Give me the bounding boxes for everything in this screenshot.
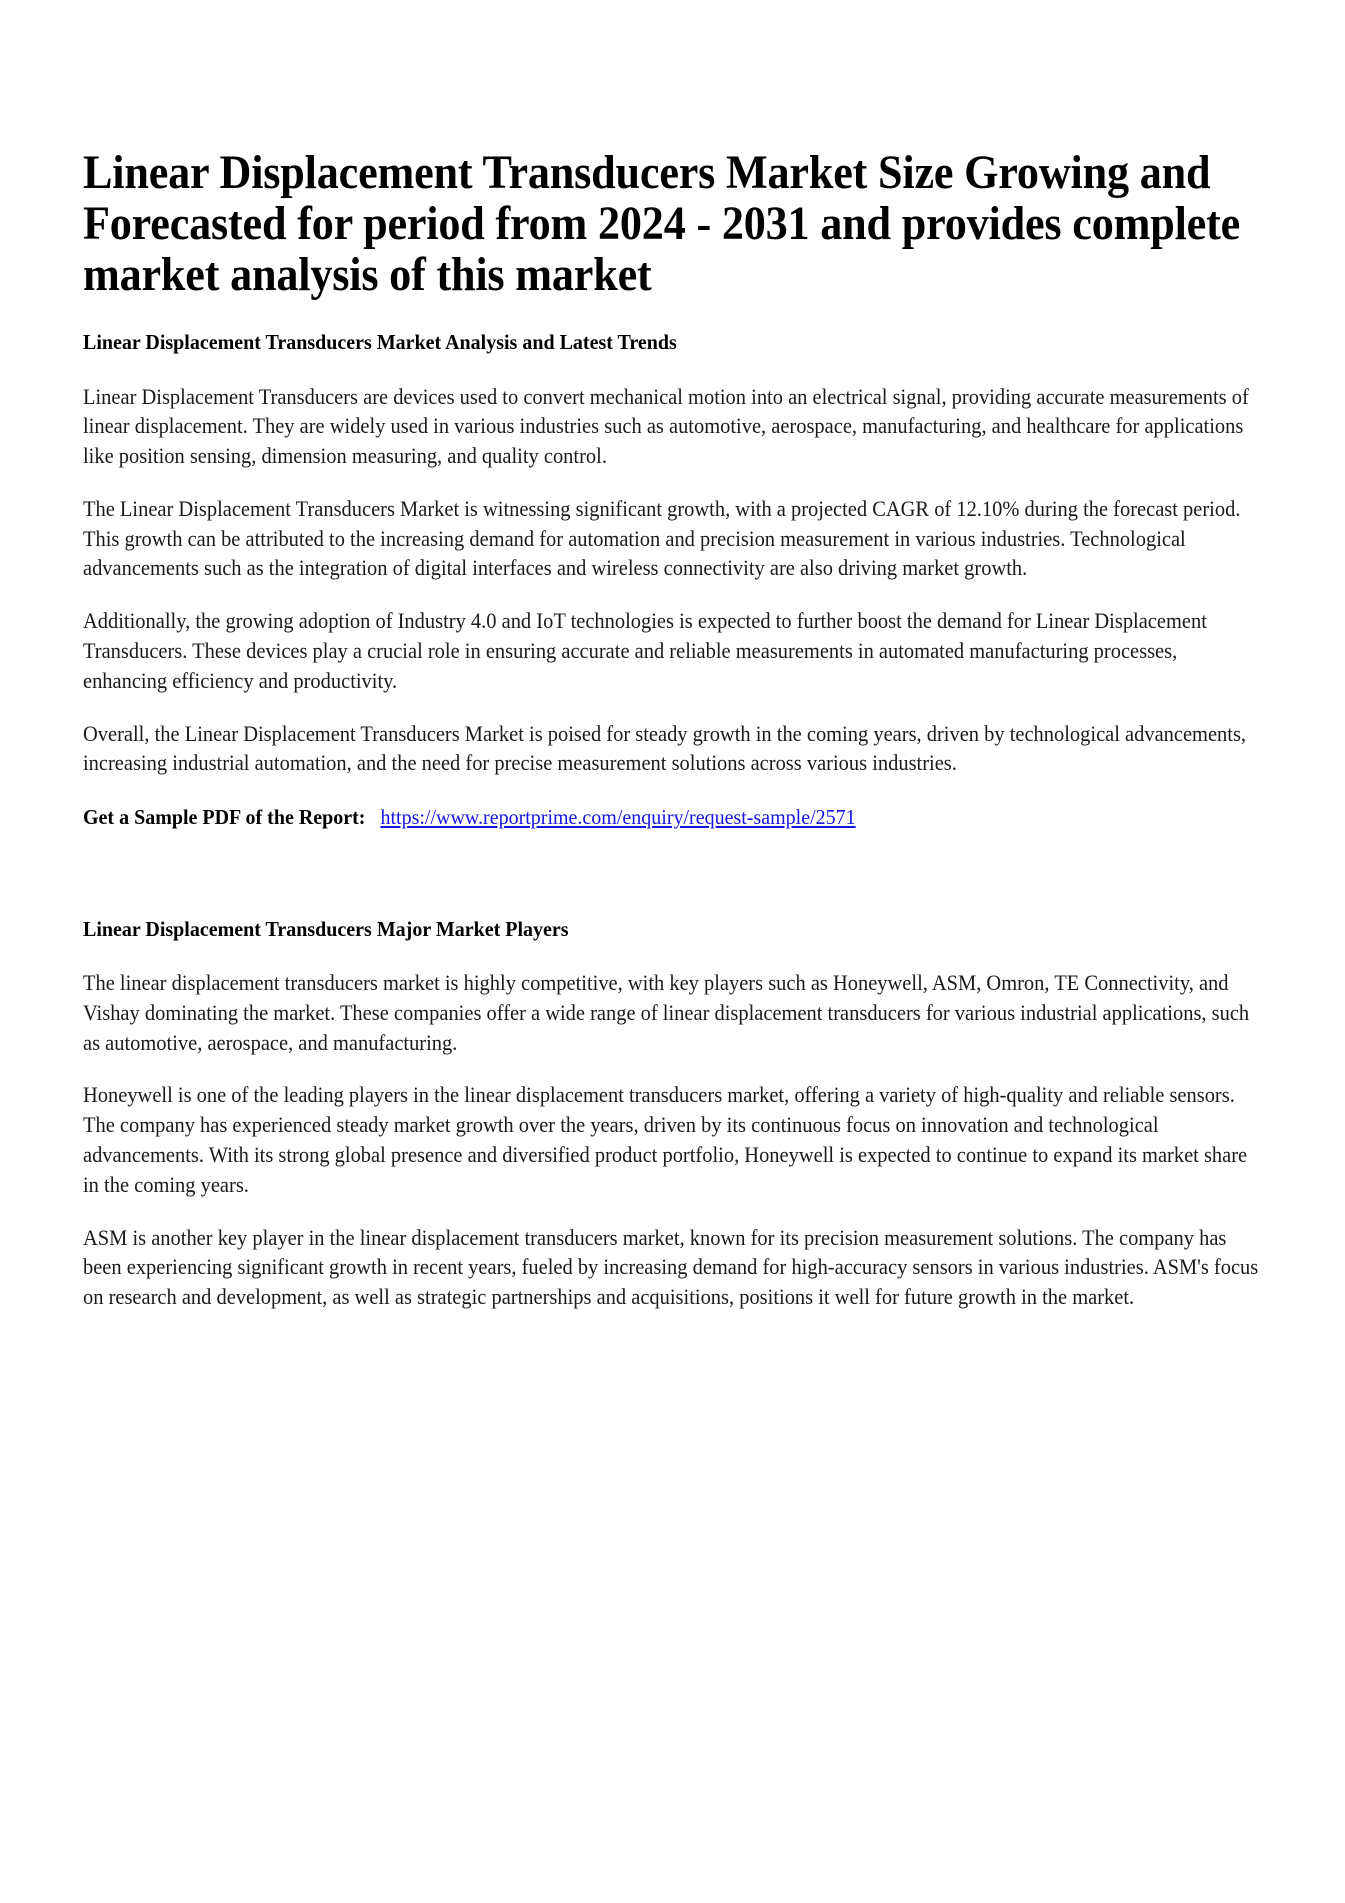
paragraph-asm: ASM is another key player in the linear displacement transducers market, known for its precision measurement solutions. The company has been experiencing significant growth in recent years, fueled by increasing demand for high-accuracy sensors in various industries. ASM's focus on research and development, as well as strategic partnerships and acquisitions, positions it well for future growth in the market. — [83, 1224, 1259, 1310]
request-sample-link[interactable]: https://www.reportprime.com/enquiry/request-sample/2571 — [380, 805, 856, 830]
spacer — [83, 471, 1263, 494]
section-heading-market-analysis: Linear Displacement Transducers Market Analysis and Latest Trends — [83, 329, 677, 354]
spacer — [83, 696, 1263, 719]
sample-pdf-label: Get a Sample PDF of the Report: — [83, 805, 366, 830]
spacer — [83, 583, 1263, 606]
sample-pdf-line — [83, 804, 1262, 832]
spacer — [83, 943, 1263, 968]
spacer — [83, 778, 1263, 804]
spacer — [83, 301, 1263, 329]
spacer — [83, 356, 1263, 382]
document-content — [83, 0, 1263, 1312]
spacer — [83, 1057, 1263, 1080]
spacer — [83, 1200, 1263, 1223]
paragraph-competitive-landscape: The linear displacement transducers market is highly competitive, with key players such as Honeywell, ASM, Omron, TE Connectivity, and Vishay dominating the market. These companies offer a wide range of linear displacement transducers for various industrial applications, such as automotive, aerospace, and manufacturing. — [83, 970, 1250, 1055]
paragraph-overall-outlook: Overall, the Linear Displacement Transducers Market is poised for steady growth in the coming years, driven by technological advancements, increasing industrial automation, and the need for precise measurement solutions across various industries. — [83, 720, 1247, 776]
paragraph-honeywell: Honeywell is one of the leading players in the linear displacement transducers market, offering a variety of high-quality and reliable sensors. The company has experienced steady market growth over the years, driven by its continuous focus on innovation and technological advancements. With its strong global presence and diversified product portfolio, Honeywell is expected to continue to expand its market share in the coming years. — [83, 1082, 1248, 1197]
section-heading-major-market-players: Linear Displacement Transducers Major Market Players — [83, 917, 569, 942]
spacer — [83, 832, 1263, 916]
paragraph-definition: Linear Displacement Transducers are devices used to convert mechanical motion into an electrical signal, providing accurate measurements of linear displacement. They are widely used in various industries such as automotive, aerospace, manufacturing, and healthcare for applications like position sensing, dimension measuring, and quality control. — [83, 383, 1249, 469]
paragraph-industry40-iot: Additionally, the growing adoption of Industry 4.0 and IoT technologies is expected to further boost the demand for Linear Displacement Transducers. These devices play a crucial role in ensuring accurate and reliable measurements in automated manufacturing processes, enhancing efficiency and productivity. — [83, 608, 1207, 693]
paragraph-cagr-growth: The Linear Displacement Transducers Market is witnessing significant growth, with a projected CAGR of 12.10% during the forecast period. This growth can be attributed to the increasing demand for automation and precision measurement in various industries. Technological advancements such as the integration of digital interfaces and wireless connectivity are also driving market growth. — [83, 495, 1241, 581]
page-title: Linear Displacement Transducers Market Size Growing and Forecasted for period from 2024 - 2031 and provides complete market analysis of this market — [83, 146, 1241, 301]
